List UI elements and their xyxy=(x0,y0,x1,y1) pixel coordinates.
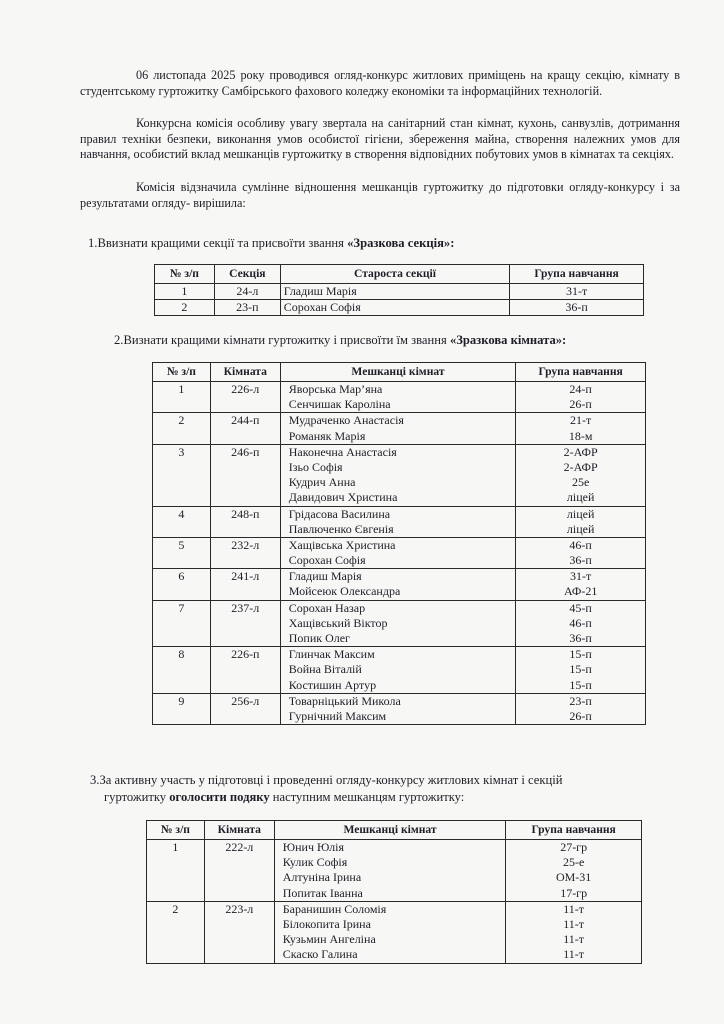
header-room: Кімната xyxy=(210,363,280,382)
resident-name: Наконечна Анастасія xyxy=(288,444,397,459)
table-row xyxy=(147,840,642,902)
resident-name: Юнич Юлія xyxy=(282,840,344,854)
groups-cell xyxy=(506,901,642,963)
table-row xyxy=(153,506,646,537)
resident-name: Мудраченко Анастасія xyxy=(288,413,404,428)
study-group: 26-п xyxy=(569,708,592,723)
resident-name: Кудрич Анна xyxy=(288,475,356,490)
groups-cell xyxy=(506,840,642,902)
study-group: 31-т xyxy=(570,569,592,584)
header-number: № з/п xyxy=(147,821,205,840)
study-group: 2-АФР xyxy=(563,444,598,459)
section2-heading: 2.Визнати кращими кімнати гуртожитку і присвоїти їм звання «Зразкова кімната»: xyxy=(114,333,567,347)
resident-name: Романяк Марія xyxy=(288,428,366,443)
resident-name: Попик Олег xyxy=(288,631,350,645)
room-number: 244-п xyxy=(210,413,280,444)
resident-name: Товарніцький Микола xyxy=(288,693,401,708)
study-group: 36-п xyxy=(569,553,592,568)
residents-cell xyxy=(280,537,516,568)
row-number: 3 xyxy=(153,444,211,506)
section-code: 24-л xyxy=(214,284,280,300)
intro-text-3: Комісія відзначила сумлінне відношення мешканців гуртожитку до підготовки огляду-конкурсу і за результатами огляду- вирішила: xyxy=(80,180,680,210)
study-group: 11-т xyxy=(563,901,585,916)
table-row xyxy=(153,647,646,694)
study-group: 46-п xyxy=(569,537,592,552)
table-row xyxy=(147,901,642,963)
resident-name: Грідасова Василина xyxy=(288,506,391,521)
best-sections-table xyxy=(154,264,644,316)
residents-cell xyxy=(280,382,516,413)
header-section: Секція xyxy=(214,265,280,284)
residents-cell xyxy=(280,506,516,537)
gratitude-table xyxy=(146,820,642,964)
row-number: 2 xyxy=(155,300,215,316)
study-group: ліцей xyxy=(566,506,595,521)
study-group: 24-п xyxy=(569,382,592,396)
table-row xyxy=(153,382,646,413)
section3-heading-line2: гуртожитку оголосити подяку наступним мешканцям гуртожитку: xyxy=(104,790,465,804)
residents-cell xyxy=(280,600,516,647)
table-row xyxy=(153,693,646,724)
groups-cell xyxy=(516,444,646,506)
residents-cell xyxy=(280,444,516,506)
resident-name: Давидович Христина xyxy=(288,490,398,505)
table-row xyxy=(153,444,646,506)
groups-cell xyxy=(516,506,646,537)
intro-paragraph-2 xyxy=(80,116,680,163)
table-header-row xyxy=(147,821,642,840)
resident-name: Сорохан Назар xyxy=(288,600,366,615)
room-number: 237-л xyxy=(210,600,280,647)
header-group: Група навчання xyxy=(506,821,642,840)
study-group: ОМ-31 xyxy=(555,870,592,885)
resident-name: Сорохан Софія xyxy=(288,553,366,568)
table-row xyxy=(153,600,646,647)
header-number: № з/п xyxy=(155,265,215,284)
intro-text-2: Конкурсна комісія особливу увагу звертала на санітарний стан кімнат, кухонь, санвузлів, дотримання правил техніки безпеки, виконання умов особистої гігієни, збереження майна, створення належних умов для навчання, особистий вклад мешканців гуртожитку в створення відповідних побутових умов в кімнатах та секціях. xyxy=(80,116,680,162)
room-number: 222-л xyxy=(204,840,274,902)
header-number: № з/п xyxy=(153,363,211,382)
section1-heading: 1.Ввизнати кращими секції та присвоїти звання «Зразкова секція»: xyxy=(88,236,455,250)
room-number: 226-л xyxy=(210,382,280,413)
residents-cell xyxy=(274,901,506,963)
resident-name: Гладиш Марія xyxy=(288,569,362,584)
section-code: 23-п xyxy=(214,300,280,316)
row-number: 6 xyxy=(153,569,211,600)
study-group: 2-АФР xyxy=(563,459,598,474)
row-number: 4 xyxy=(153,506,211,537)
study-group: 45-п xyxy=(569,600,592,615)
residents-cell xyxy=(280,569,516,600)
resident-name: Костишин Артур xyxy=(288,677,377,692)
study-group: 31-т xyxy=(510,284,644,300)
groups-cell xyxy=(516,569,646,600)
residents-cell xyxy=(280,693,516,724)
section3-heading-line1: 3.За активну участь у підготовці і проведенні огляду-конкурсу житлових кімнат і секцій xyxy=(90,773,563,787)
table-row xyxy=(155,284,644,300)
table-row xyxy=(155,300,644,316)
residents-cell xyxy=(274,840,506,902)
resident-name: Яворська Мар’яна xyxy=(288,382,383,396)
table-row xyxy=(153,569,646,600)
study-group: 15-п xyxy=(569,662,592,677)
resident-name: Война Віталій xyxy=(288,662,362,677)
room-number: 232-л xyxy=(210,537,280,568)
row-number: 8 xyxy=(153,647,211,694)
section-head-name: Гладиш Марія xyxy=(280,284,509,300)
table-header-row xyxy=(155,265,644,284)
header-residents: Мешканці кімнат xyxy=(280,363,516,382)
header-room: Кімната xyxy=(204,821,274,840)
study-group: ліцей xyxy=(566,521,595,536)
study-group: ліцей xyxy=(566,490,595,505)
study-group: 15-п xyxy=(569,647,592,662)
resident-name: Хащівський Віктор xyxy=(288,615,388,630)
residents-cell xyxy=(280,413,516,444)
table-row xyxy=(153,537,646,568)
resident-name: Мойсеюк Олександра xyxy=(288,584,401,599)
resident-name: Білокопита Ірина xyxy=(282,916,371,931)
room-number: 248-п xyxy=(210,506,280,537)
section-head-name: Сорохан Софія xyxy=(280,300,509,316)
row-number: 2 xyxy=(147,901,205,963)
study-group: 18-м xyxy=(568,428,593,443)
row-number: 1 xyxy=(153,382,211,413)
groups-cell xyxy=(516,537,646,568)
study-group: 36-п xyxy=(569,631,592,645)
intro-paragraph-3 xyxy=(80,180,680,211)
resident-name: Скаско Галина xyxy=(282,947,358,962)
room-number: 241-л xyxy=(210,569,280,600)
room-number: 246-п xyxy=(210,444,280,506)
row-number: 9 xyxy=(153,693,211,724)
study-group: 23-п xyxy=(569,693,592,708)
resident-name: Алтуніна Ірина xyxy=(282,870,362,885)
groups-cell xyxy=(516,647,646,694)
header-group: Група навчання xyxy=(510,265,644,284)
study-group: 11-т xyxy=(563,947,585,962)
study-group: 25-е xyxy=(562,855,585,870)
resident-name: Павлюченко Євгенія xyxy=(288,521,394,536)
row-number: 1 xyxy=(147,840,205,902)
table-header-row xyxy=(153,363,646,382)
resident-name: Сенчишак Кароліна xyxy=(288,397,391,412)
study-group: АФ-21 xyxy=(563,584,598,599)
study-group: 26-п xyxy=(569,397,592,412)
room-number: 226-п xyxy=(210,647,280,694)
groups-cell xyxy=(516,600,646,647)
intro-paragraph-1 xyxy=(80,68,680,99)
study-group: 15-п xyxy=(569,677,592,692)
resident-name: Кулик Софія xyxy=(282,855,348,870)
header-head: Староста секції xyxy=(280,265,509,284)
resident-name: Баранишин Соломія xyxy=(282,901,387,916)
study-group: 27-гр xyxy=(560,840,588,854)
best-rooms-table xyxy=(152,362,646,725)
resident-name: Хащівська Христина xyxy=(288,537,396,552)
resident-name: Гурнічний Максим xyxy=(288,708,387,723)
header-group: Група навчання xyxy=(516,363,646,382)
resident-name: Попитак Іванна xyxy=(282,885,363,900)
row-number: 2 xyxy=(153,413,211,444)
room-number: 256-л xyxy=(210,693,280,724)
study-group: 46-п xyxy=(569,615,592,630)
resident-name: Ізьо Софія xyxy=(288,459,343,474)
residents-cell xyxy=(280,647,516,694)
row-number: 5 xyxy=(153,537,211,568)
groups-cell xyxy=(516,693,646,724)
study-group: 25е xyxy=(571,475,590,490)
row-number: 1 xyxy=(155,284,215,300)
resident-name: Глинчак Максим xyxy=(288,647,375,662)
groups-cell xyxy=(516,413,646,444)
row-number: 7 xyxy=(153,600,211,647)
resident-name: Кузьмин Ангеліна xyxy=(282,932,376,947)
groups-cell xyxy=(516,382,646,413)
study-group: 17-гр xyxy=(560,885,588,900)
header-residents: Мешканці кімнат xyxy=(274,821,506,840)
study-group: 36-п xyxy=(510,300,644,316)
study-group: 11-т xyxy=(563,916,585,931)
study-group: 21-т xyxy=(570,413,592,428)
intro-text-1: 06 листопада 2025 року проводився огляд-конкурс житлових приміщень на кращу секцію, кімнату в студентському гуртожитку Самбірського фахового коледжу економіки та інформаційних технологій. xyxy=(80,68,680,98)
study-group: 11-т xyxy=(563,932,585,947)
room-number: 223-л xyxy=(204,901,274,963)
table-row xyxy=(153,413,646,444)
